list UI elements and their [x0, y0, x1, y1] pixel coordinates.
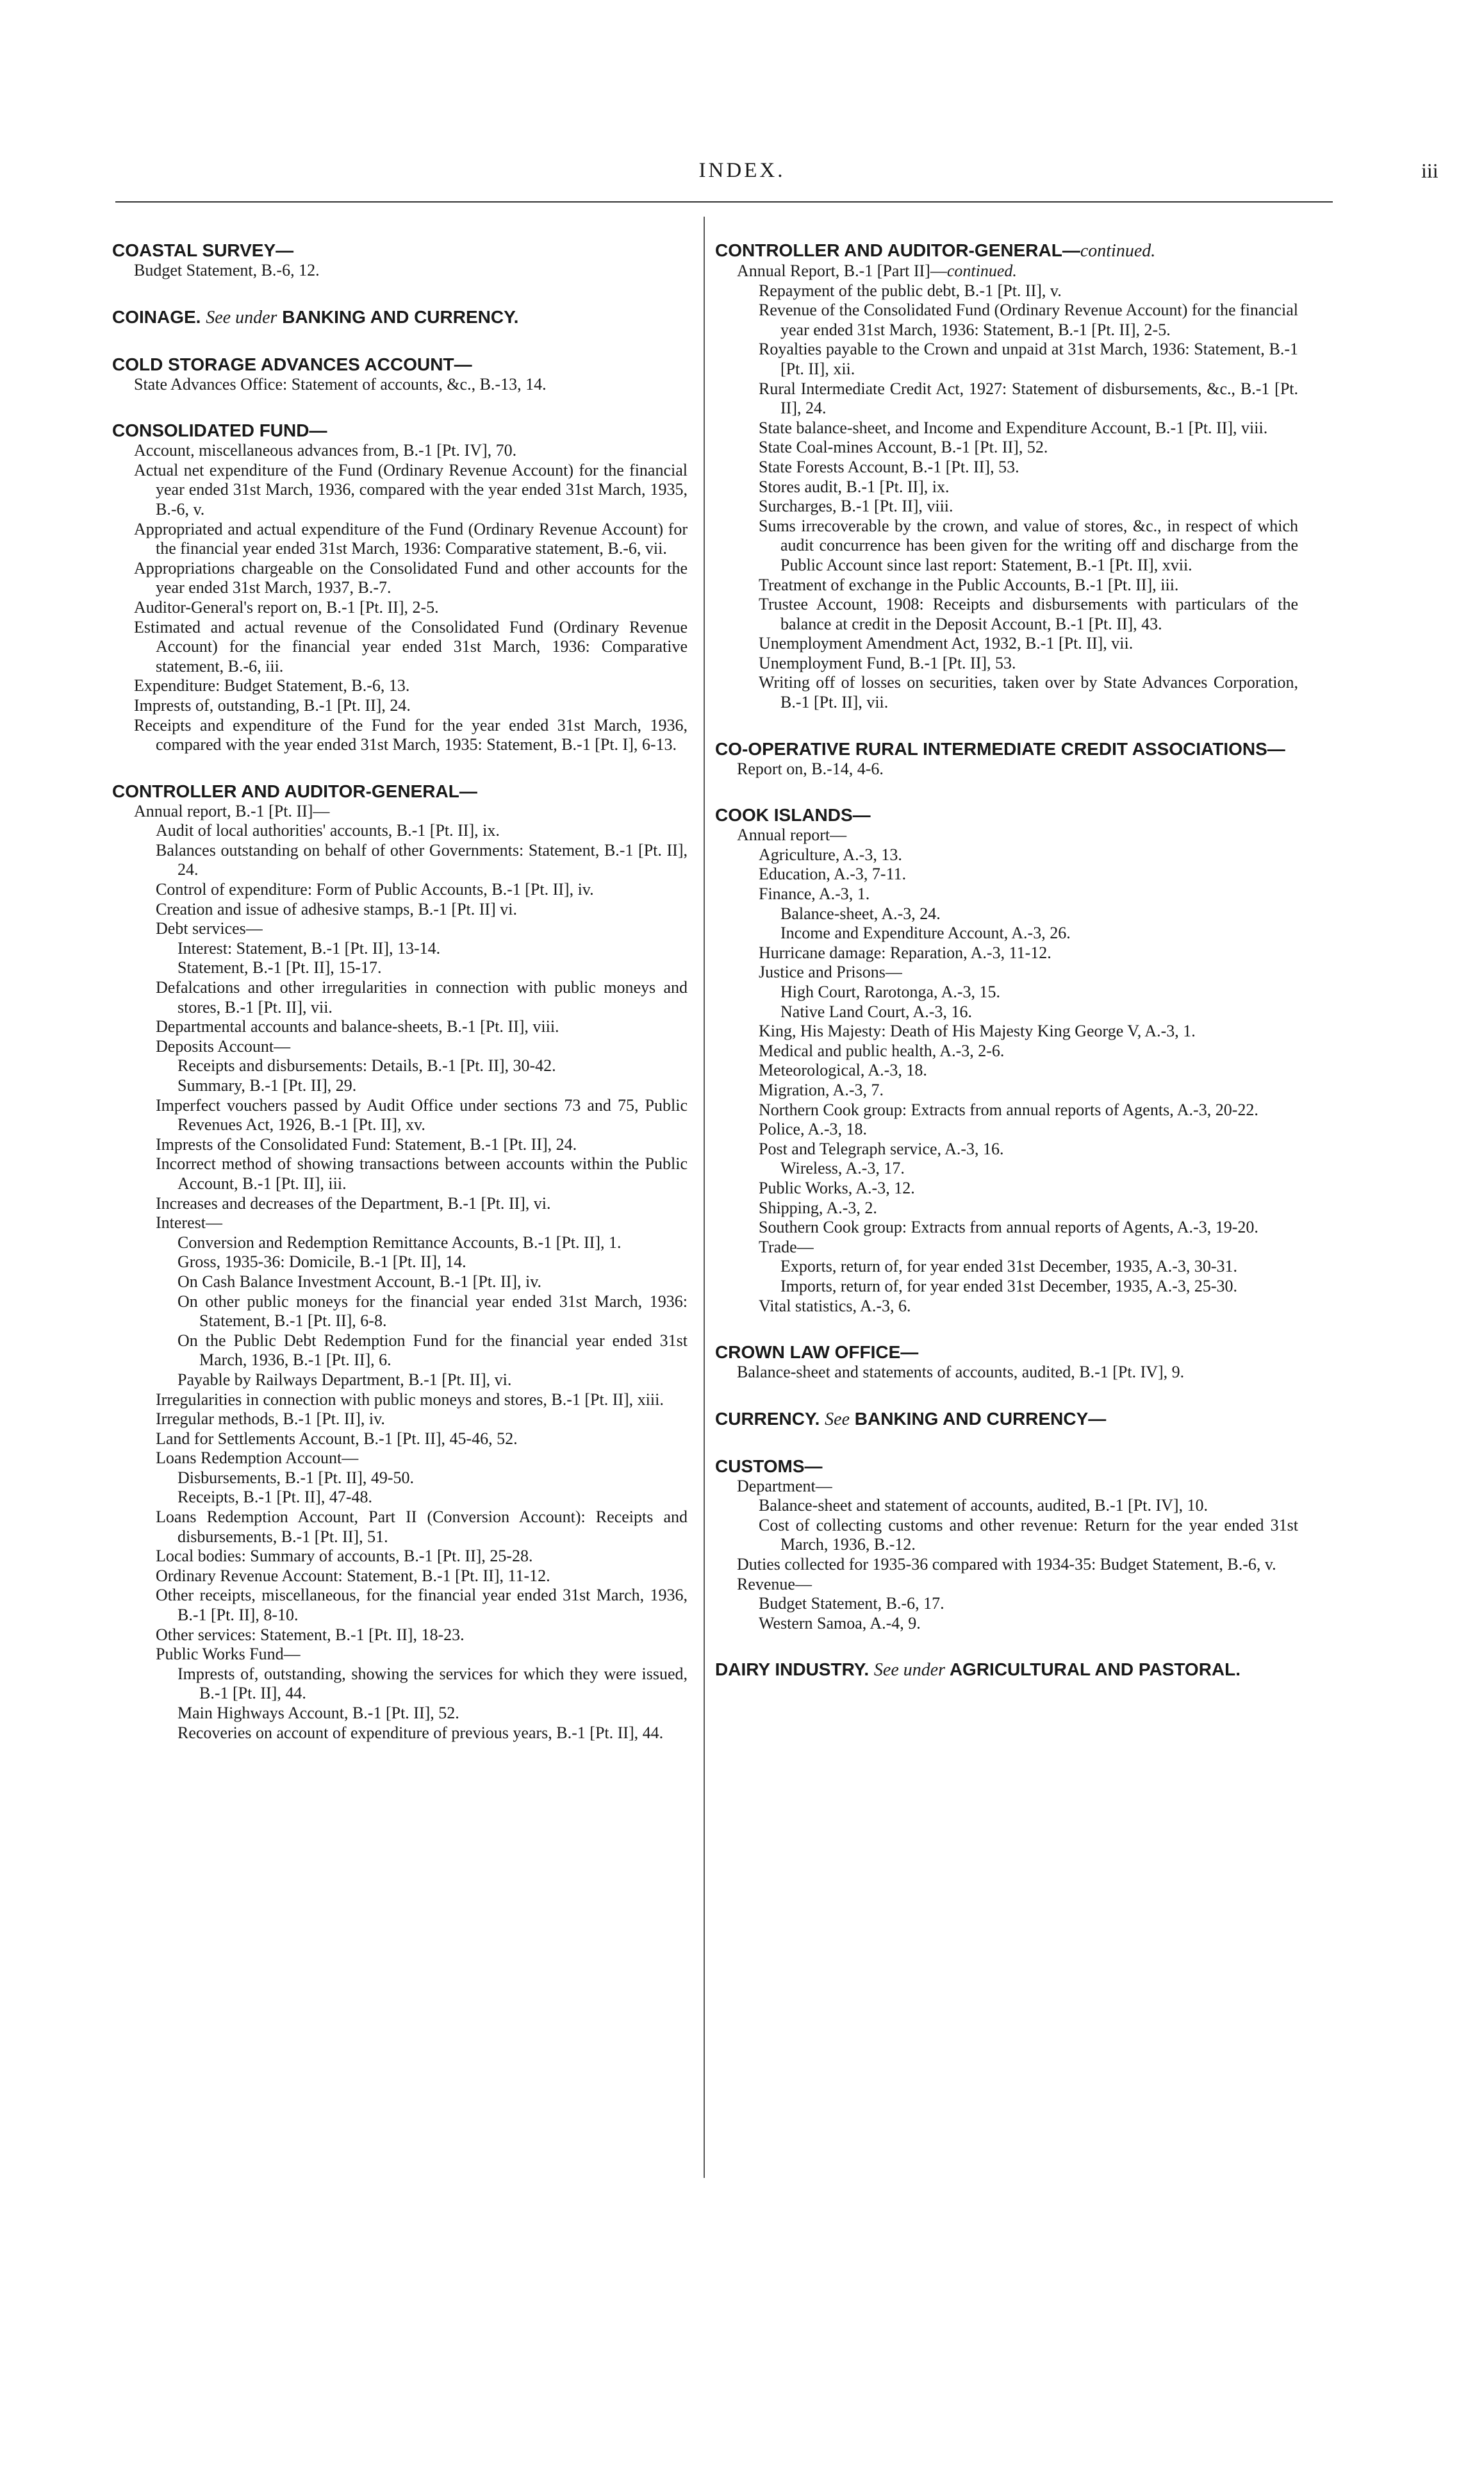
- subentry-text: Payable by Railways Department, B.-1 [Pt. II], vi.: [177, 1370, 512, 1389]
- index-subentry: [156, 1409, 688, 1429]
- index-subentry: [177, 1233, 688, 1253]
- index-subentry: [134, 802, 688, 822]
- subentry-text: Imprests of the Consolidated Fund: Statement, B.-1 [Pt. II], 24.: [156, 1134, 577, 1154]
- index-subentry: [759, 654, 1298, 674]
- index-subentry: [759, 438, 1298, 458]
- subentry-text: Estimated and actual revenue of the Consolidated Fund (Ordinary Revenue Account) for the financial year ended 31st March, 1936: Comparative statement, B.-6, iii.: [134, 617, 688, 676]
- index-subentry: [134, 559, 688, 598]
- entry-heading: [715, 804, 1298, 826]
- index-subentry: [156, 1566, 688, 1586]
- heading-text: COLD STORAGE ADVANCES ACCOUNT—: [112, 354, 472, 374]
- subentry-text: Main Highways Account, B.-1 [Pt. II], 52.: [177, 1704, 459, 1722]
- index-subentry: [177, 1724, 688, 1743]
- entry-heading: [112, 420, 688, 441]
- index-subentry: [134, 696, 688, 716]
- subentry-text: Interest: Statement, B.-1 [Pt. II], 13-14.: [177, 938, 441, 958]
- heading-text: COASTAL SURVEY—: [112, 240, 294, 260]
- subentry-text: Trade—: [759, 1237, 814, 1256]
- subentry-text: Incorrect method of showing transactions between accounts within the Public Account, B.-1 [Pt. II], iii.: [156, 1154, 688, 1193]
- index-subentry: [759, 281, 1298, 301]
- subentry-text: Annual Report, B.-1 [Part II]—: [737, 262, 947, 280]
- index-subentry: [780, 1277, 1298, 1297]
- index-subentry: [156, 1213, 688, 1233]
- index-subentry: [156, 978, 688, 1017]
- subentry-text: Control of expenditure: Form of Public Accounts, B.-1 [Pt. II], iv.: [156, 880, 594, 899]
- index-subentry: [759, 1614, 1298, 1634]
- subentry-text: Ordinary Revenue Account: Statement, B.-1 [Pt. II], 11-12.: [156, 1566, 550, 1585]
- page-title: INDEX.: [698, 159, 786, 182]
- subentry-text: Local bodies: Summary of accounts, B.-1 [Pt. II], 25-28.: [156, 1547, 533, 1566]
- see-reference-label: See under: [873, 1660, 946, 1681]
- subentry-text: Auditor-General's report on, B.-1 [Pt. II], 2-5.: [134, 597, 439, 617]
- index-subentry: [156, 900, 688, 920]
- index-subentry: [759, 1140, 1298, 1159]
- heading-text: CONTROLLER AND AUDITOR-GENERAL—: [112, 781, 477, 801]
- index-subentry: [134, 520, 688, 559]
- index-subentry: [737, 760, 1298, 779]
- index-entry: [112, 420, 688, 755]
- index-subentry: [737, 1363, 1298, 1383]
- subentry-text: Budget Statement, B.-6, 17.: [759, 1594, 944, 1613]
- subentry-text: Budget Statement, B.-6, 12.: [134, 261, 320, 279]
- subentry-text: Other services: Statement, B.-1 [Pt. II], 18-23.: [156, 1625, 465, 1644]
- index-subentry: [737, 1575, 1298, 1595]
- right-column: [715, 240, 1298, 1706]
- subentry-text: Interest—: [156, 1213, 222, 1233]
- continued-label: continued.: [1080, 241, 1156, 261]
- index-entry: [715, 804, 1298, 1316]
- index-subentry: [134, 441, 688, 461]
- index-entry: [112, 781, 688, 1743]
- subentry-text: Expenditure: Budget Statement, B.-6, 13.: [134, 676, 410, 695]
- subentry-text: Increases and decreases of the Department, B.-1 [Pt. II], vi.: [156, 1193, 551, 1213]
- subentry-text: Police, A.-3, 18.: [759, 1120, 867, 1139]
- index-subentry: [759, 301, 1298, 340]
- index-subentry: [759, 1101, 1298, 1120]
- subentry-text: High Court, Rarotonga, A.-3, 15.: [780, 983, 1001, 1001]
- entry-heading: [715, 1341, 1298, 1363]
- subentry-text: On other public moneys for the financial year ended 31st March, 1936: Statement, B.-1 [Pt. II], 6-8.: [177, 1292, 688, 1331]
- subentry-text: Unemployment Fund, B.-1 [Pt. II], 53.: [759, 653, 1016, 672]
- index-subentry: [177, 1665, 688, 1704]
- entry-heading: [112, 240, 688, 261]
- subentry-text: Disbursements, B.-1 [Pt. II], 49-50.: [177, 1468, 415, 1487]
- index-subentry: [759, 1022, 1298, 1042]
- index-subentry: [177, 1704, 688, 1724]
- index-subentry: [156, 1135, 688, 1155]
- index-subentry: [759, 1081, 1298, 1101]
- index-subentry: [780, 1159, 1298, 1179]
- subentry-text: Gross, 1935-36: Domicile, B.-1 [Pt. II], 14.: [177, 1252, 466, 1272]
- subentry-text: State Advances Office: Statement of accounts, &c., B.-13, 14.: [134, 374, 547, 394]
- subentry-text: Medical and public health, A.-3, 2-6.: [759, 1041, 1005, 1060]
- heading-text: CONSOLIDATED FUND—: [112, 420, 327, 441]
- index-subentry: [177, 958, 688, 978]
- subentry-text: Imperfect vouchers passed by Audit Office under sections 73 and 75, Public Revenues Act, 1926, B.-1 [Pt. II], xv.: [156, 1095, 688, 1134]
- subentry-text: Meteorological, A.-3, 18.: [759, 1061, 927, 1080]
- subentry-text: Land for Settlements Account, B.-1 [Pt. II], 45-46, 52.: [156, 1429, 518, 1448]
- subentry-text: Report on, B.-14, 4-6.: [737, 759, 884, 778]
- subentry-text: Balance-sheet and statements of accounts, audited, B.-1 [Pt. IV], 9.: [737, 1363, 1185, 1382]
- index-entry: [715, 1408, 1298, 1430]
- see-reference-target: AGRICULTURAL AND PASTORAL.: [949, 1659, 1241, 1680]
- index-subentry: [134, 461, 688, 520]
- heading-text: COINAGE.: [112, 306, 201, 327]
- entry-heading: [715, 1408, 1298, 1430]
- index-subentry: [759, 943, 1298, 963]
- index-subentry: [156, 1017, 688, 1037]
- subentry-text: Post and Telegraph service, A.-3, 16.: [759, 1139, 1004, 1158]
- index-subentry: [134, 618, 688, 677]
- subentry-text: Annual report—: [737, 826, 847, 845]
- subentry-text: Defalcations and other irregularities in connection with public moneys and stores, B.-1 [Pt. II], vii.: [156, 978, 688, 1017]
- index-subentry: [759, 497, 1298, 517]
- heading-text: CURRENCY.: [715, 1408, 820, 1429]
- heading-text: CO-OPERATIVE RURAL INTERMEDIATE CREDIT ASSOCIATIONS—: [715, 738, 1285, 759]
- subentry-text: On the Public Debt Redemption Fund for the financial year ended 31st March, 1936, B.-1 [Pt. II], 6.: [177, 1331, 688, 1370]
- index-subentry: [177, 1488, 688, 1508]
- subentry-text: Audit of local authorities' accounts, B.-1 [Pt. II], ix.: [156, 821, 500, 840]
- entry-heading: [715, 738, 1298, 760]
- index-subentry: [759, 634, 1298, 654]
- index-subentry: [156, 1508, 688, 1547]
- index-subentry: [177, 1331, 688, 1370]
- index-subentry: [177, 1076, 688, 1096]
- index-subentry: [759, 517, 1298, 576]
- subentry-text: Statement, B.-1 [Pt. II], 15-17.: [177, 958, 382, 977]
- subentry-text: Income and Expenditure Account, A.-3, 26.: [780, 924, 1071, 943]
- subentry-text: Surcharges, B.-1 [Pt. II], viii.: [759, 497, 953, 516]
- subentry-text: Departmental accounts and balance-sheets, B.-1 [Pt. II], viii.: [156, 1017, 559, 1036]
- index-subentry: [759, 595, 1298, 634]
- index-subentry: [156, 1037, 688, 1057]
- subentry-text: Appropriations chargeable on the Consolidated Fund and other accounts for the year ended 31st March, 1937, B.-7.: [134, 558, 688, 597]
- subentry-text: State Forests Account, B.-1 [Pt. II], 53.: [759, 457, 1019, 476]
- subentry-text: Imprests of, outstanding, B.-1 [Pt. II], 24.: [134, 695, 411, 715]
- subentry-text: Public Works Fund—: [156, 1645, 301, 1664]
- subentry-text: Actual net expenditure of the Fund (Ordinary Revenue Account) for the financial year ended 31st March, 1936, compared with the year ended 31st March, 1935, B.-6, v.: [134, 460, 688, 519]
- index-subentry: [156, 1096, 688, 1135]
- subentry-text: Other receipts, miscellaneous, for the financial year ended 31st March, 1936, B.-1 [Pt. II], 8-10.: [156, 1586, 688, 1625]
- subentry-text: Debt services—: [156, 919, 263, 938]
- index-subentry: [780, 1257, 1298, 1277]
- entry-heading: [715, 240, 1298, 262]
- subentry-text: Department—: [737, 1476, 832, 1495]
- subentry-text: Balance-sheet, A.-3, 24.: [780, 904, 941, 923]
- index-subentry: [177, 1272, 688, 1292]
- continued-label: continued.: [946, 262, 1017, 280]
- left-column: [112, 240, 688, 1768]
- subentry-text: Annual report, B.-1 [Pt. II]—: [134, 801, 330, 820]
- subentry-text: Receipts and disbursements: Details, B.-1 [Pt. II], 30-42.: [177, 1056, 556, 1076]
- subentry-text: Revenue of the Consolidated Fund (Ordinary Revenue Account) for the financial year ended 31st March, 1936: Statement, B.-1 [Pt. II], 2-5.: [759, 301, 1298, 339]
- heading-text: CUSTOMS—: [715, 1456, 823, 1476]
- index-entry: [112, 354, 688, 395]
- subentry-text: Creation and issue of adhesive stamps, B.-1 [Pt. II] vi.: [156, 899, 517, 918]
- index-subentry: [156, 1154, 688, 1193]
- subentry-text: Writing off of losses on securities, taken over by State Advances Corporation, B.-1 [Pt. II], vii.: [759, 673, 1298, 712]
- subentry-text: Account, miscellaneous advances from, B.-1 [Pt. IV], 70.: [134, 441, 517, 460]
- subentry-text: Western Samoa, A.-4, 9.: [759, 1613, 921, 1632]
- index-subentry: [156, 1194, 688, 1214]
- subentry-text: Irregular methods, B.-1 [Pt. II], iv.: [156, 1409, 385, 1429]
- subentry-text: Receipts and expenditure of the Fund for the year ended 31st March, 1936, compared with the year ended 31st March, 1935: Statement, B.-1 [Pt. I], 6-13.: [134, 715, 688, 754]
- index-subentry: [759, 1179, 1298, 1199]
- subentry-text: Wireless, A.-3, 17.: [780, 1159, 905, 1178]
- index-subentry: [134, 676, 688, 696]
- subentry-text: Imports, return of, for year ended 31st December, 1935, A.-3, 25-30.: [780, 1276, 1238, 1295]
- entry-heading: [715, 1659, 1298, 1681]
- subentry-text: Public Works, A.-3, 12.: [759, 1178, 915, 1197]
- index-subentry: [759, 1496, 1298, 1516]
- index-subentry: [177, 1056, 688, 1076]
- entry-heading: [112, 781, 688, 802]
- index-entry: [715, 1456, 1298, 1634]
- index-subentry: [156, 1390, 688, 1410]
- index-subentry: [177, 1252, 688, 1272]
- index-subentry: [156, 919, 688, 939]
- index-subentry: [134, 716, 688, 755]
- index-subentry: [759, 1594, 1298, 1614]
- index-subentry: [759, 963, 1298, 983]
- index-subentry: [156, 1586, 688, 1625]
- index-entry: [112, 306, 688, 328]
- heading-text: COOK ISLANDS—: [715, 805, 871, 826]
- index-subentry: [156, 1449, 688, 1468]
- heading-text: DAIRY INDUSTRY.: [715, 1659, 870, 1680]
- index-subentry: [759, 673, 1298, 712]
- index-subentry: [156, 1625, 688, 1645]
- subentry-text: Exports, return of, for year ended 31st December, 1935, A.-3, 30-31.: [780, 1257, 1238, 1276]
- subentry-text: Finance, A.-3, 1.: [759, 885, 870, 904]
- heading-text: CROWN LAW OFFICE—: [715, 1342, 919, 1363]
- index-entry: [715, 738, 1298, 779]
- subentry-text: Cost of collecting customs and other revenue: Return for the year ended 31st March, 1936, B.-12.: [759, 1515, 1298, 1554]
- subentry-text: Migration, A.-3, 7.: [759, 1080, 884, 1099]
- index-subentry: [759, 1042, 1298, 1061]
- index-subentry: [737, 1477, 1298, 1497]
- subentry-text: Conversion and Redemption Remittance Accounts, B.-1 [Pt. II], 1.: [177, 1233, 622, 1252]
- index-entry: [112, 240, 688, 281]
- index-subentry: [759, 340, 1298, 379]
- subentry-text: Unemployment Amendment Act, 1932, B.-1 [Pt. II], vii.: [759, 634, 1134, 653]
- see-reference-target: BANKING AND CURRENCY.: [282, 306, 519, 327]
- index-subentry: [177, 1370, 688, 1390]
- index-subentry: [156, 880, 688, 900]
- index-subentry: [177, 1468, 688, 1488]
- index-subentry: [177, 939, 688, 959]
- index-subentry: [759, 576, 1298, 595]
- subentry-text: Loans Redemption Account, Part II (Conversion Account): Receipts and disbursements, B.-1 [Pt. II], 51.: [156, 1508, 688, 1546]
- entry-heading: [112, 306, 688, 328]
- index-subentry: [156, 821, 688, 841]
- subentry-text: Royalties payable to the Crown and unpaid at 31st March, 1936: Statement, B.-1 [Pt. II], xii.: [759, 340, 1298, 378]
- subentry-text: Balance-sheet and statement of accounts, audited, B.-1 [Pt. IV], 10.: [759, 1496, 1208, 1515]
- index-subentry: [134, 261, 688, 281]
- index-subentry: [759, 865, 1298, 885]
- index-subentry: [759, 458, 1298, 478]
- subentry-text: Vital statistics, A.-3, 6.: [759, 1296, 911, 1315]
- see-reference-label: See: [825, 1409, 850, 1429]
- subentry-text: Loans Redemption Account—: [156, 1449, 359, 1468]
- index-subentry: [156, 841, 688, 880]
- column-divider: [704, 217, 705, 2178]
- subentry-text: Shipping, A.-3, 2.: [759, 1198, 877, 1217]
- subentry-text: Sums irrecoverable by the crown, and value of stores, &c., in respect of which audit concurrence has been given for the writing off and discharge from the Public Account since last report: Statement, B.-1 [Pt. II], xvii.: [759, 516, 1298, 574]
- index-subentry: [177, 1292, 688, 1331]
- heading-text: CONTROLLER AND AUDITOR-GENERAL—: [715, 240, 1080, 260]
- index-subentry: [759, 419, 1298, 438]
- subentry-text: Northern Cook group: Extracts from annual reports of Agents, A.-3, 20-22.: [759, 1100, 1258, 1119]
- index-subentry: [759, 379, 1298, 419]
- index-entry: [715, 1341, 1298, 1383]
- subentry-text: Repayment of the public debt, B.-1 [Pt. II], v.: [759, 281, 1062, 300]
- index-subentry: [759, 1061, 1298, 1081]
- subentry-text: Hurricane damage: Reparation, A.-3, 11-12.: [759, 943, 1051, 962]
- index-subentry: [759, 478, 1298, 497]
- subentry-text: Receipts, B.-1 [Pt. II], 47-48.: [177, 1488, 373, 1507]
- subentry-text: Education, A.-3, 7-11.: [759, 865, 907, 884]
- subentry-text: Recoveries on account of expenditure of previous years, B.-1 [Pt. II], 44.: [177, 1723, 664, 1742]
- subentry-text: State Coal-mines Account, B.-1 [Pt. II], 52.: [759, 438, 1048, 457]
- subentry-text: Appropriated and actual expenditure of the Fund (Ordinary Revenue Account) for the financial year ended 31st March, 1936: Comparative statement, B.-6, vii.: [134, 519, 688, 558]
- index-subentry: [737, 826, 1298, 845]
- index-subentry: [780, 924, 1298, 943]
- index-subentry: [780, 1002, 1298, 1022]
- subentry-text: King, His Majesty: Death of His Majesty King George V, A.-3, 1.: [759, 1022, 1196, 1041]
- index-subentry: [156, 1429, 688, 1449]
- entry-heading: [715, 1456, 1298, 1477]
- header-rule: [115, 201, 1333, 203]
- index-subentry: [759, 845, 1298, 865]
- index-subentry: [759, 1297, 1298, 1317]
- subentry-text: Imprests of, outstanding, showing the services for which they were issued, B.-1 [Pt. II], 44.: [177, 1664, 688, 1703]
- subentry-text: Southern Cook group: Extracts from annual reports of Agents, A.-3, 19-20.: [759, 1218, 1258, 1237]
- index-subentry: [780, 904, 1298, 924]
- subentry-text: Agriculture, A.-3, 13.: [759, 845, 902, 864]
- subentry-text: Treatment of exchange in the Public Accounts, B.-1 [Pt. II], iii.: [759, 575, 1179, 594]
- entry-heading: [112, 354, 688, 375]
- subentry-text: On Cash Balance Investment Account, B.-1 [Pt. II], iv.: [177, 1272, 542, 1291]
- subentry-text: State balance-sheet, and Income and Expenditure Account, B.-1 [Pt. II], viii.: [759, 418, 1268, 437]
- index-subentry: [759, 1218, 1298, 1238]
- index-subentry: [759, 1516, 1298, 1555]
- subentry-text: Rural Intermediate Credit Act, 1927: Statement of disbursements, &c., B.-1 [Pt. II], 24.: [759, 379, 1298, 418]
- index-subentry: [759, 1238, 1298, 1258]
- subentry-text: Justice and Prisons—: [759, 963, 902, 982]
- subentry-text: Native Land Court, A.-3, 16.: [780, 1002, 972, 1021]
- subentry-text: Revenue—: [737, 1574, 812, 1593]
- see-reference-label: See under: [206, 307, 277, 328]
- see-reference-target: BANKING AND CURRENCY—: [854, 1408, 1107, 1429]
- index-subentry: [134, 375, 688, 395]
- subentry-text: Stores audit, B.-1 [Pt. II], ix.: [759, 477, 950, 496]
- index-subentry: [759, 1120, 1298, 1140]
- index-subentry: [737, 262, 1298, 281]
- index-subentry: [156, 1645, 688, 1665]
- subentry-text: Summary, B.-1 [Pt. II], 29.: [177, 1076, 357, 1095]
- subentry-text: Duties collected for 1935-36 compared with 1934-35: Budget Statement, B.-6, v.: [737, 1555, 1276, 1574]
- subentry-text: Balances outstanding on behalf of other Governments: Statement, B.-1 [Pt. II], 24.: [156, 840, 688, 879]
- subentry-text: Irregularities in connection with public moneys and stores, B.-1 [Pt. II], xiii.: [156, 1390, 664, 1409]
- index-entry: [715, 240, 1298, 713]
- index-entry: [715, 1659, 1298, 1681]
- index-subentry: [156, 1547, 688, 1566]
- index-subentry: [780, 983, 1298, 1002]
- subentry-text: Trustee Account, 1908: Receipts and disbursements with particulars of the balance at credit in the Deposit Account, B.-1 [Pt. II], 43.: [759, 595, 1298, 633]
- index-subentry: [737, 1555, 1298, 1575]
- index-subentry: [759, 885, 1298, 904]
- page-number: iii: [1421, 159, 1439, 182]
- subentry-text: Deposits Account—: [156, 1036, 291, 1056]
- index-subentry: [759, 1199, 1298, 1218]
- index-subentry: [134, 598, 688, 618]
